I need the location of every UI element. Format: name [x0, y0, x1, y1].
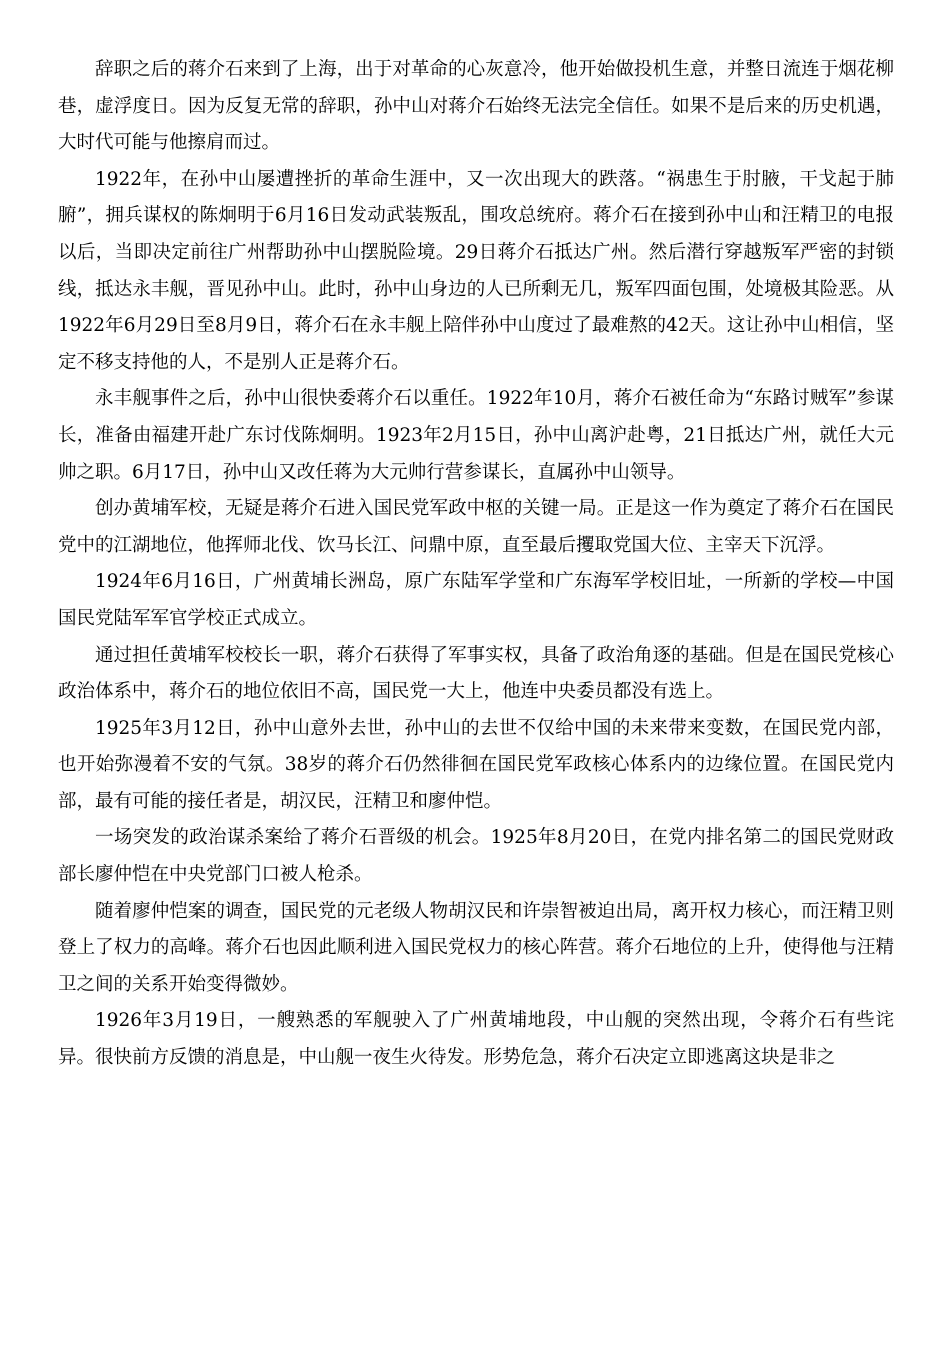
paragraph: 1925年3月12日，孙中山意外去世，孙中山的去世不仅给中国的未来带来变数，在国民党内部，也开始弥漫着不安的气氛。38岁的蒋介石仍然徘徊在国民党军政核心体系内的边缘位置。在国民党内部，最有可能的接任者是，胡汉民，汪精卫和廖仲恺。 — [58, 717, 894, 812]
paragraph: 随着廖仲恺案的调查，国民党的元老级人物胡汉民和许崇智被迫出局，离开权力核心，而汪精卫则登上了权力的高峰。蒋介石也因此顺利进入国民党权力的核心阵营。蒋介石地位的上升，使得他与汪精卫之间的关系开始变得微妙。 — [58, 900, 894, 995]
paragraph: 永丰舰事件之后，孙中山很快委蒋介石以重任。1922年10月，蒋介石被任命为“东路讨贼军”参谋长，准备由福建开赴广东讨伐陈炯明。1923年2月15日，孙中山离沪赴粤，21日抵达广州，就任大元帅之职。6月17日，孙中山又改任蒋为大元帅行营参谋长，直属孙中山领导。 — [58, 388, 894, 483]
paragraph: 通过担任黄埔军校校长一职，蒋介石获得了军事实权，具备了政治角逐的基础。但是在国民党核心政治体系中，蒋介石的地位依旧不高，国民党一大上，他连中央委员都没有选上。 — [58, 644, 894, 703]
paragraph: 创办黄埔军校，无疑是蒋介石进入国民党军政中枢的关键一局。正是这一作为奠定了蒋介石在国民党中的江湖地位，他挥师北伐、饮马长江、问鼎中原，直至最后攫取党国大位、主宰天下沉浮。 — [58, 498, 894, 556]
paragraph: 一场突发的政治谋杀案给了蒋介石晋级的机会。1925年8月20日，在党内排名第二的国民党财政部长廖仲恺在中央党部门口被人枪杀。 — [58, 827, 894, 886]
paragraph: 1922年，在孙中山屡遭挫折的革命生涯中，又一次出现大的跌落。“祸患生于肘腋，干戈起于肺腑”，拥兵谋权的陈炯明于6月16日发动武装叛乱，围攻总统府。蒋介石在接到孙中山和汪精卫的电报以后，当即决定前往广州帮助孙中山摆脱险境。29日蒋介石抵达广州。然后潜行穿越叛军严密的封锁线，抵达永丰舰，晋见孙中山。此时，孙中山身边的人已所剩无几，叛军四面包围，处境极其险恶。从1922年6月29日至8月9日，蒋介石在永丰舰上陪伴孙中山度过了最难熬的42天。这让孙中山相信，坚定不移支持他的人，不是别人正是蒋介石。 — [58, 168, 894, 373]
paragraph: 辞职之后的蒋介石来到了上海，出于对革命的心灰意冷，他开始做投机生意，并整日流连于烟花柳巷，虚浮度日。因为反复无常的辞职，孙中山对蒋介石始终无法完全信任。如果不是后来的历史机遇，大时代可能与他擦肩而过。 — [58, 59, 894, 154]
paragraph: 1926年3月19日，一艘熟悉的军舰驶入了广州黄埔地段，中山舰的突然出现，令蒋介石有些诧异。很快前方反馈的消息是，中山舰一夜生火待发。形势危急，蒋介石决定立即逃离这块是非之 — [58, 1010, 894, 1069]
document-body — [58, 52, 894, 1077]
paragraph: 1924年6月16日，广州黄埔长洲岛，原广东陆军学堂和广东海军学校旧址，一所新的学校—中国国民党陆军军官学校正式成立。 — [58, 571, 894, 629]
